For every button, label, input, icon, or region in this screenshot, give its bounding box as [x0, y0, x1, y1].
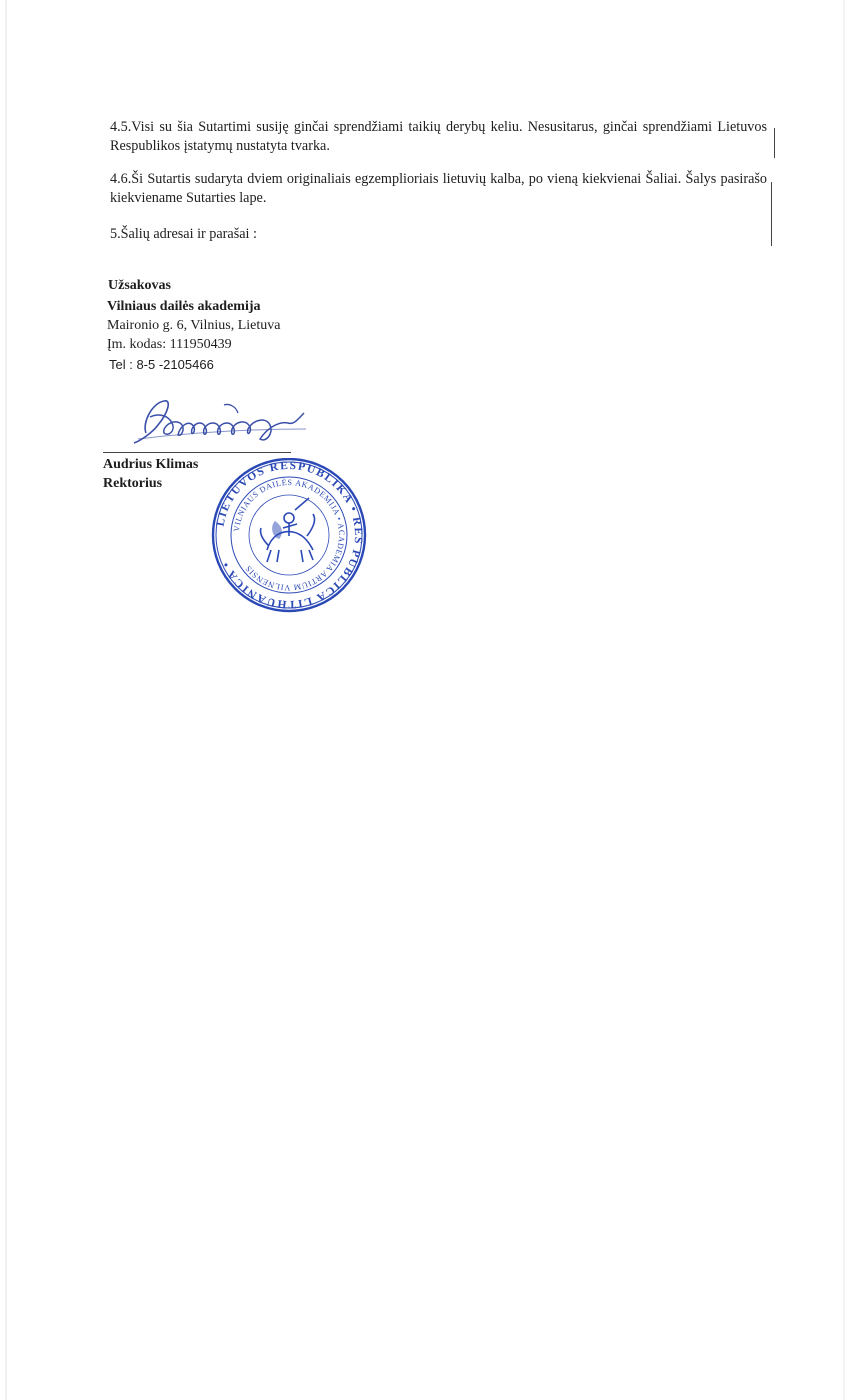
official-stamp [209, 458, 369, 613]
customer-role: Užsakovas [108, 278, 172, 293]
stamp-outer-text: LIETUVOS RESPUBLIKA • RES PUBLICA LITHUANICA • [214, 459, 365, 611]
vytis-knight-emblem [260, 498, 314, 562]
clause-5: 5.Šalių adresai ir parašai : [110, 226, 257, 242]
signatory-title: Rektorius [103, 476, 163, 491]
clause-4-6: 4.6.Ši Sutartis sudaryta dviem originaliais egzemplioriais lietuvių kalba, po vieną kiekvienai Šaliai. Šalys pasirašo kiekviename Sutarties lape. [110, 171, 767, 206]
scan-edge-left [5, 0, 7, 1400]
scan-edge-right [843, 0, 845, 1400]
signatory-name: Audrius Klimas [103, 457, 199, 472]
customer-organization: Vilniaus dailės akademija [107, 299, 261, 314]
scan-artifact-line [771, 182, 772, 246]
stamp-inner-text: VILNIAUS DAILĖS AKADEMIJA • ACADEMIA ARTIUM VILNENSIS [232, 477, 347, 593]
handwritten-signature [128, 393, 318, 449]
customer-phone: Tel : 8-5 -2105466 [109, 357, 214, 372]
signature-line [103, 452, 291, 453]
clause-4-5: 4.5.Visi su šia Sutartimi susiję ginčai sprendžiami taikių derybų keliu. Nesusitarus, ginčai sprendžiami Lietuvos Respublikos įstatymų nustatyta tvarka. [110, 119, 767, 154]
scan-artifact-line [774, 128, 775, 158]
customer-address: Maironio g. 6, Vilnius, Lietuva [107, 318, 281, 333]
customer-company-code: Įm. kodas: 111950439 [107, 337, 232, 352]
